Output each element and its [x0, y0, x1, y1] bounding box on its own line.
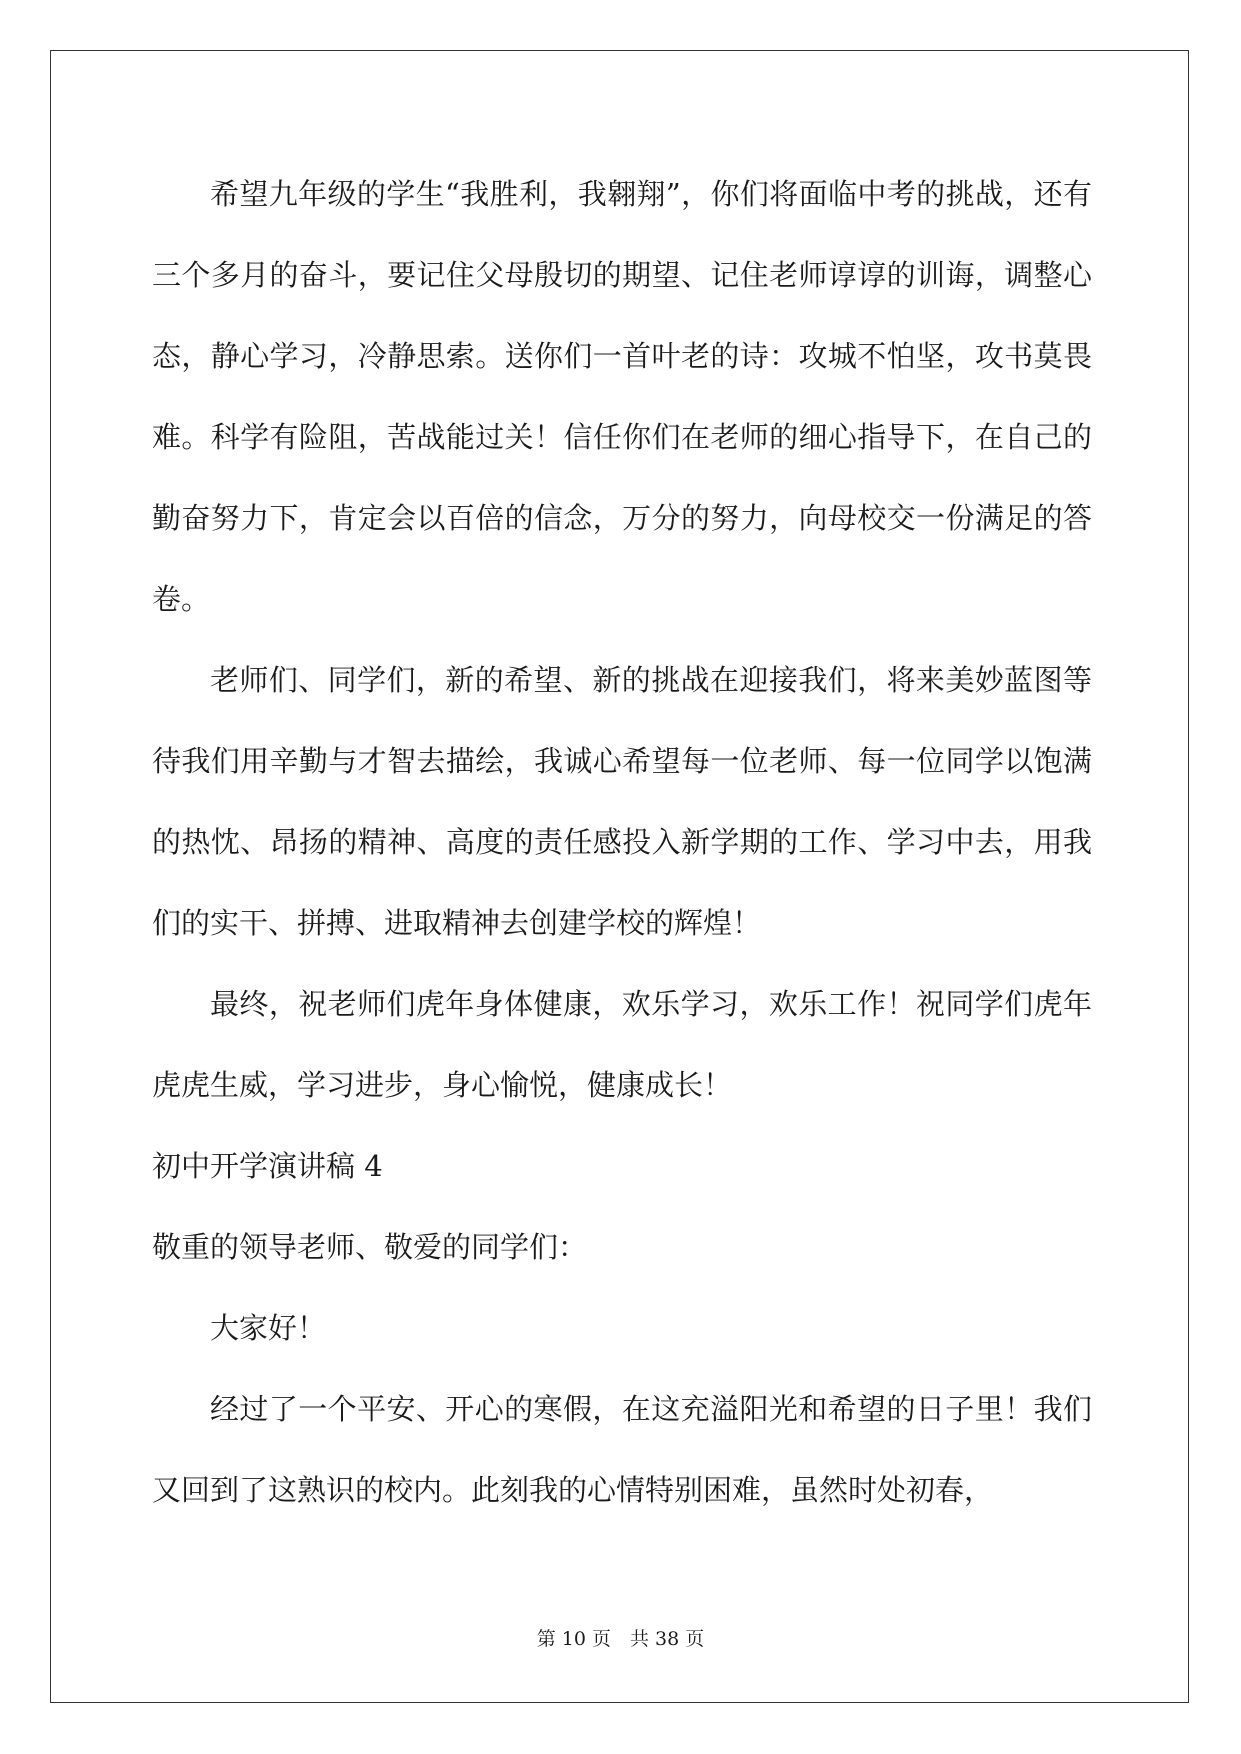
document-body — [152, 154, 1092, 1531]
page-number: 第 10 页 共 38 页 — [536, 1628, 705, 1650]
paragraph-3: 最终，祝老师们虎年身体健康，欢乐学习，欢乐工作！祝同学们虎年虎虎生威，学习进步，身心愉悦，健康成长！ — [152, 987, 1092, 1102]
paragraph-4: 经过了一个平安、开心的寒假，在这充溢阳光和希望的日子里！我们又回到了这熟识的校内。此刻我的心情特别困难，虽然时处初春， — [152, 1392, 1092, 1507]
salutation: 敬重的领导老师、敬爱的同学们： — [152, 1230, 588, 1264]
section-title: 初中开学演讲稿 4 — [152, 1149, 383, 1183]
paragraph-1: 希望九年级的学生“我胜利，我翱翔”，你们将面临中考的挑战，还有三个多月的奋斗，要记住父母殷切的期望、记住老师谆谆的训诲，调整心态，静心学习，冷静思索。送你们一首叶老的诗：攻城不怕坚，攻书莫畏难。科学有险阻，苦战能过关！信任你们在老师的细心指导下，在自己的勤奋努力下，肯定会以百倍的信念，万分的努力，向母校交一份满足的答卷。 — [152, 177, 1092, 616]
greeting: 大家好！ — [210, 1311, 327, 1345]
paragraph-2: 老师们、同学们，新的希望、新的挑战在迎接我们，将来美妙蓝图等待我们用辛勤与才智去描绘，我诚心希望每一位老师、每一位同学以饱满的热忱、昂扬的精神、高度的责任感投入新学期的工作、学习中去，用我们的实干、拼搏、进取精神去创建学校的辉煌！ — [152, 663, 1092, 940]
